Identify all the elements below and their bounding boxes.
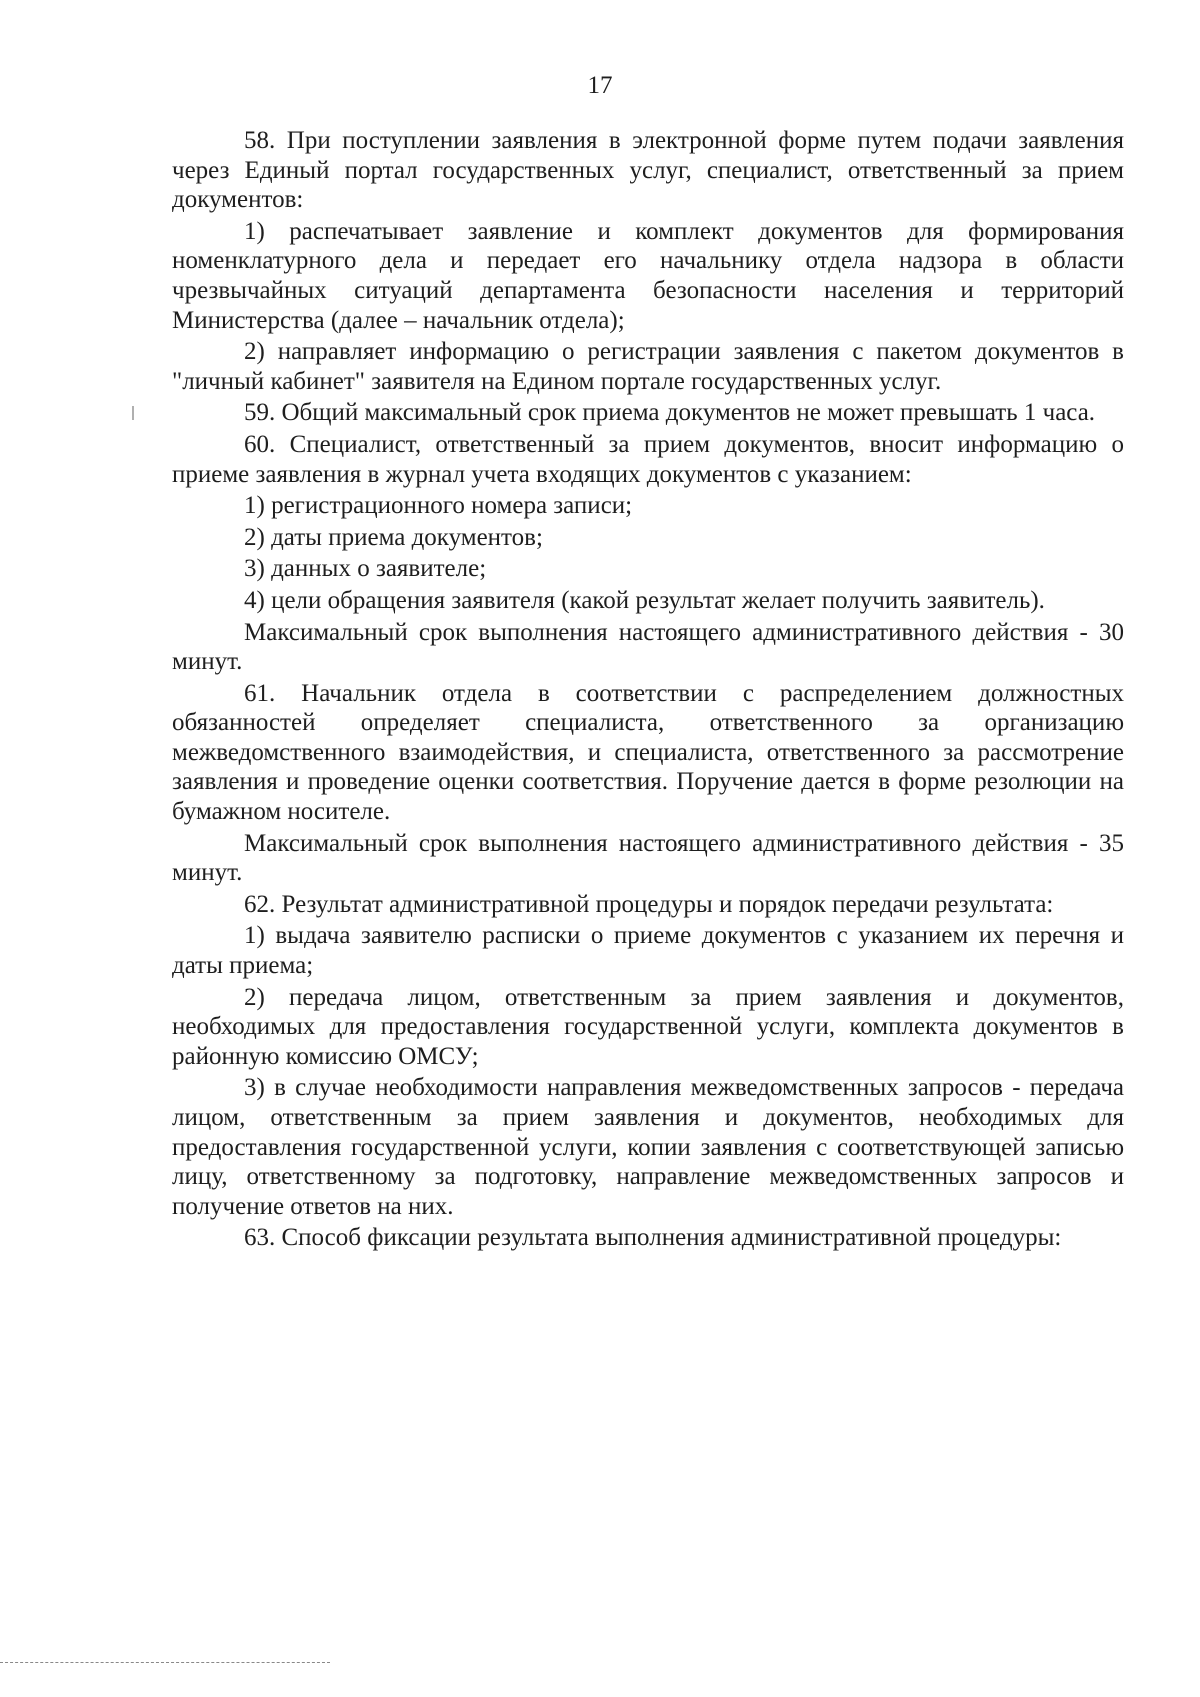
paragraph-60: 60. Специалист, ответственный за прием документов, вносит информацию о приеме заявления в журнал учета входящих документов с указанием: bbox=[172, 430, 1124, 488]
paragraph-58: 58. При поступлении заявления в электронной форме путем подачи заявления через Единый портал государственных услуг, специалист, ответственный за прием документов: bbox=[172, 127, 1124, 214]
paragraph-62-item-3: 3) в случае необходимости направления межведомственных запросов - передача лицом, ответственным за прием заявления и документов, необходимых для предоставления государственной услуги, копии заявления с соответствующей записью лицу, ответственному за подготовку, направление межведомственных запросов и получение ответов на них. bbox=[172, 1074, 1124, 1220]
paragraph-60-deadline: Максимальный срок выполнения настоящего административного действия - 30 минут. bbox=[172, 618, 1124, 676]
paragraph-61-deadline: Максимальный срок выполнения настоящего административного действия - 35 минут. bbox=[172, 829, 1124, 887]
scan-edge-line bbox=[0, 1662, 330, 1663]
paragraph-62-item-2: 2) передача лицом, ответственным за прием заявления и документов, необходимых для предоставления государственной услуги, комплекта документов в районную комиссию ОМСУ; bbox=[172, 983, 1124, 1070]
paragraph-59: 59. Общий максимальный срок приема документов не может превышать 1 часа. bbox=[244, 399, 1096, 427]
paragraph-60-item-1: 1) регистрационного номера записи; bbox=[244, 492, 633, 520]
scan-artifact bbox=[132, 406, 134, 420]
paragraph-61: 61. Начальник отдела в соответствии с распределением должностных обязанностей определяет специалиста, ответственного за организацию межведомственного взаимодействия, и специалиста, ответственного за рассмотрение заявления и проведение оценки соответствия. Поручение дается в форме резолюции на бумажном носителе. bbox=[172, 679, 1124, 826]
paragraph-63: 63. Способ фиксации результата выполнения административной процедуры: bbox=[244, 1224, 1062, 1252]
paragraph-60-item-3: 3) данных о заявителе; bbox=[244, 555, 487, 583]
page-number: 17 bbox=[587, 72, 613, 99]
paragraph-58-item-2: 2) направляет информацию о регистрации заявления с пакетом документов в "личный кабинет" заявителя на Едином портале государственных услуг. bbox=[172, 338, 1124, 395]
paragraph-60-item-4: 4) цели обращения заявителя (какой результат желает получить заявитель). bbox=[244, 586, 1045, 614]
paragraph-62: 62. Результат административной процедуры и порядок передачи результата: bbox=[244, 890, 1054, 918]
paragraph-58-item-1: 1) распечатывает заявление и комплект документов для формирования номенклатурного дела и передает его начальнику отдела надзора в области чрезвычайных ситуаций департамента безопасности населения и территорий Министерства (далее – начальник отдела); bbox=[172, 217, 1124, 334]
paragraph-60-item-2: 2) даты приема документов; bbox=[244, 523, 543, 551]
document-body bbox=[172, 126, 1124, 1255]
paragraph-62-item-1: 1) выдача заявителю расписки о приеме документов с указанием их перечня и даты приема; bbox=[172, 922, 1124, 980]
